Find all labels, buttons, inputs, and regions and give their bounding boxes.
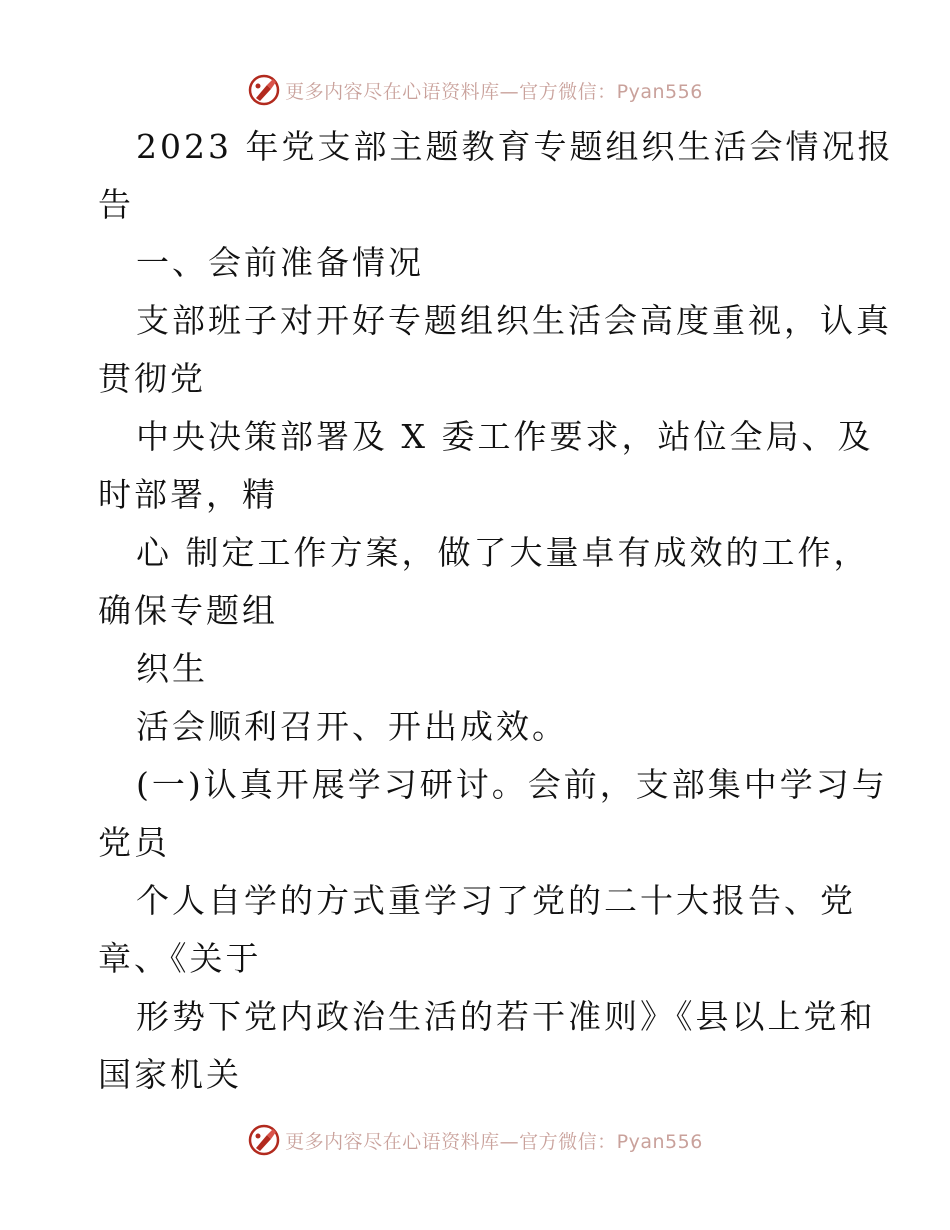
watermark-banner-bottom (0, 1120, 950, 1160)
paragraph-line: 2023 年党支部主题教育专题组织生活会情况报 (136, 127, 894, 166)
paragraph-line: 党员 (98, 823, 170, 862)
paragraph-line: 形势下党内政治生活的若干准则》《县以上党和 (136, 997, 876, 1036)
paragraph-line: 章、《关于 (98, 939, 262, 978)
paragraph-line: 贯彻党 (98, 359, 206, 398)
paragraph-line: 中央决策部署及 X 委工作要求，站位全局、及 (136, 417, 874, 456)
paragraph-line: 一、会前准备情况 (136, 243, 424, 282)
watermark-banner-top (0, 70, 950, 110)
watermark-text: 更多内容尽在心语资料库—官方微信：Pyan556 (285, 1130, 703, 1153)
paragraph-line: 心 制定工作方案，做了大量卓有成效的工作， (136, 533, 870, 572)
paragraph-line: 活会顺利召开、开出成效。 (136, 707, 568, 746)
watermark-text: 更多内容尽在心语资料库—官方微信：Pyan556 (285, 80, 703, 103)
paragraph-line: 国家机关 (98, 1055, 242, 1094)
pen-logo-icon (247, 1123, 281, 1157)
paragraph-line: 时部署，精 (98, 475, 278, 514)
pen-logo-icon (247, 73, 281, 107)
paragraph-line: 支部班子对开好专题组织生活会高度重视，认真 (136, 301, 892, 340)
paragraph-line: 告 (98, 185, 134, 224)
paragraph-line: (一)认真开展学习研讨。会前，支部集中学习与 (136, 765, 888, 804)
document-body (98, 118, 894, 1104)
paragraph-line: 织生 (136, 649, 208, 688)
paragraph-line: 个人自学的方式重学习了党的二十大报告、党 (136, 881, 856, 920)
paragraph-line: 确保专题组 (98, 591, 278, 630)
